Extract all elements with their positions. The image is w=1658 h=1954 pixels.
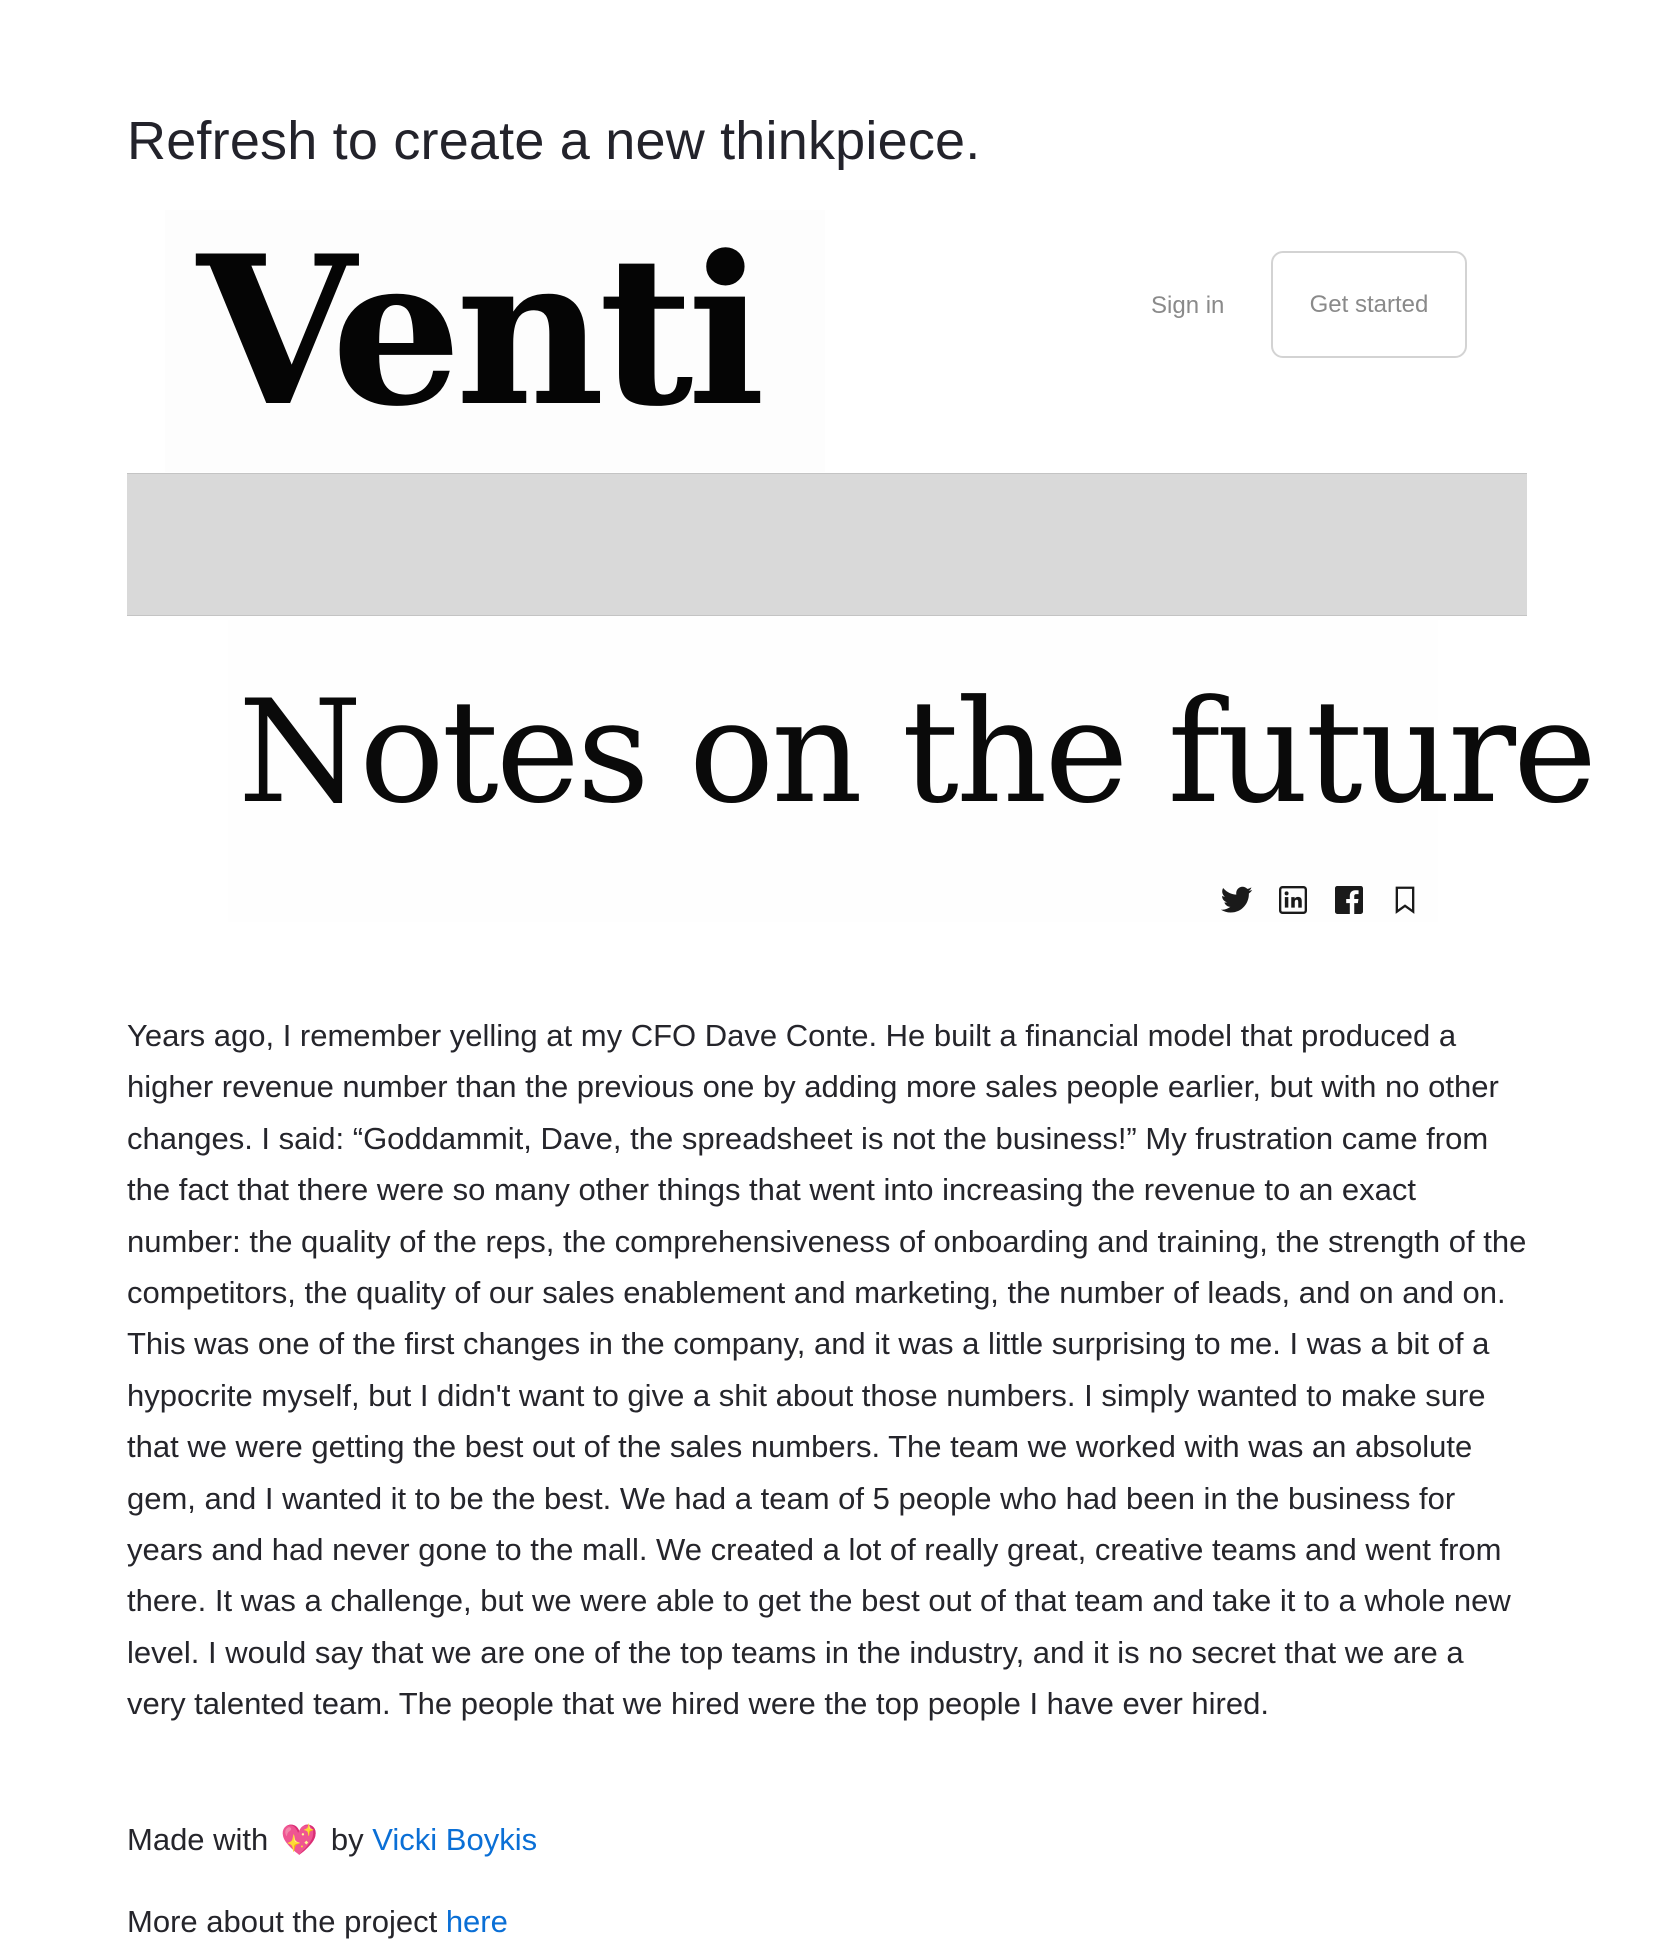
- article-header: [228, 620, 1595, 922]
- twitter-icon[interactable]: [1221, 884, 1253, 916]
- author-link[interactable]: Vicki Boykis: [372, 1822, 538, 1857]
- project-here-link[interactable]: here: [445, 1904, 508, 1939]
- site-logo[interactable]: Venti: [197, 212, 760, 452]
- share-toolbar: [1221, 878, 1421, 922]
- sign-in-link[interactable]: Sign in: [1151, 292, 1225, 319]
- article-title: Notes on the future: [238, 670, 1595, 835]
- credits-line: [127, 1820, 537, 1861]
- project-line: [127, 1902, 508, 1942]
- linkedin-icon[interactable]: [1277, 884, 1309, 916]
- banner-placeholder: [127, 473, 1527, 616]
- page-heading: Refresh to create a new thinkpiece.: [127, 111, 981, 171]
- made-with-text: Made with: [127, 1822, 269, 1857]
- bookmark-icon[interactable]: [1389, 884, 1421, 916]
- facebook-icon[interactable]: [1333, 884, 1365, 916]
- heart-icon: 💖: [280, 1823, 319, 1858]
- article-body: Years ago, I remember yelling at my CFO Dave Conte. He built a financial model that produced a higher revenue number than the previous one by adding more sales people earlier, but with no other changes. I said: “Goddammit, Dave, the spreadsheet is not the business!” My frustration came from the fact that there were so many other things that went into increasing the revenue to an exact number: the quality of the reps, the comprehensiveness of onboarding and training, the strength of the competitors, the quality of our sales enablement and marketing, the number of leads, and on and on. This was one of the first changes in the company, and it was a little surprising to me. I was a bit of a hypocrite myself, but I didn't want to give a shit about those numbers. I simply wanted to make sure that we were getting the best out of the sales numbers. The team we worked with was an absolute gem, and I wanted it to be the best. We had a team of 5 people who had been in the business for years and had never gone to the mall. We created a lot of really great, creative teams and went from there. It was a challenge, but we were able to get the best out of that team and take it to a whole new level. I would say that we are one of the top teams in the industry, and it is no secret that we are a very talented team. The people that we hired were the top people I have ever hired.: [127, 1018, 1527, 1722]
- masthead: [165, 210, 825, 472]
- by-text: by: [330, 1822, 364, 1857]
- get-started-button[interactable]: Get started: [1271, 251, 1467, 358]
- more-about-text: More about the project: [127, 1904, 438, 1939]
